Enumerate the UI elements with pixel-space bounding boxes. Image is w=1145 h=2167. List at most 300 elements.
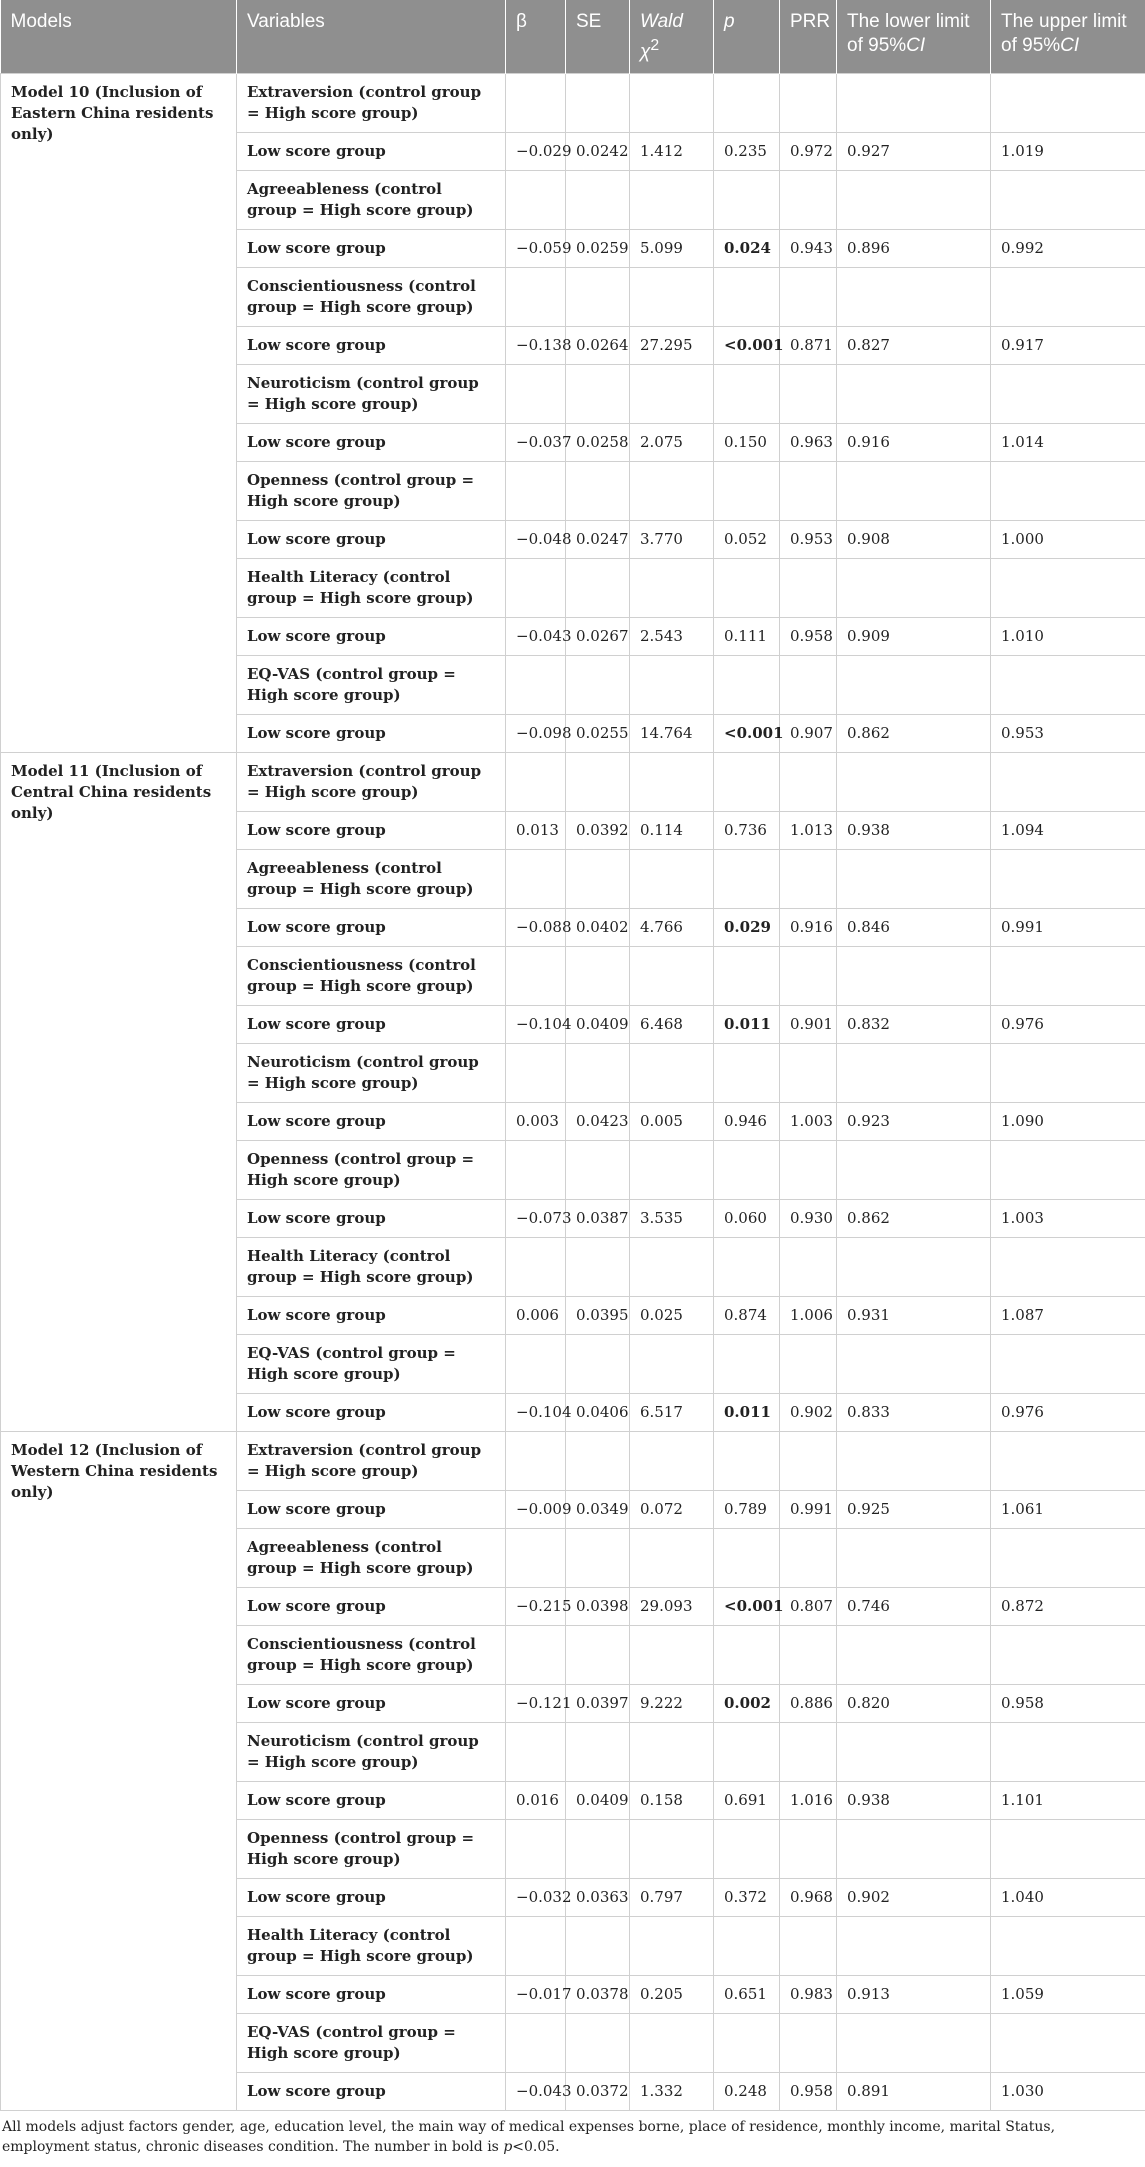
ci-upper-cell: 1.019 (991, 133, 1145, 171)
empty-cell (714, 1238, 780, 1297)
se-cell: 0.0349 (566, 1491, 630, 1529)
se-cell: 0.0242 (566, 133, 630, 171)
empty-cell (630, 1432, 714, 1491)
variable-row (1, 74, 1145, 133)
model-name: Model 10 (Inclusion of Eastern China residents only) (1, 74, 237, 753)
header-wald-label: Wald (640, 11, 683, 32)
beta-cell: −0.104 (506, 1394, 566, 1432)
beta-cell: 0.013 (506, 812, 566, 850)
empty-cell (780, 462, 837, 521)
wald-cell: 5.099 (630, 230, 714, 268)
empty-cell (714, 753, 780, 812)
wald-cell: 6.517 (630, 1394, 714, 1432)
empty-cell (630, 656, 714, 715)
low-score-label: Low score group (237, 812, 506, 850)
ci-lower-cell: 0.925 (837, 1491, 991, 1529)
empty-cell (506, 656, 566, 715)
wald-cell: 14.764 (630, 715, 714, 753)
variable-row (1, 753, 1145, 812)
beta-cell: −0.098 (506, 715, 566, 753)
empty-cell (506, 268, 566, 327)
ci-lower-cell: 0.862 (837, 1200, 991, 1238)
p-value-cell: 0.011 (714, 1006, 780, 1044)
variable-name: EQ-VAS (control group = High score group) (237, 2014, 506, 2073)
empty-cell (991, 268, 1145, 327)
ci-lower-cell: 0.820 (837, 1685, 991, 1723)
empty-cell (837, 1238, 991, 1297)
wald-cell: 3.535 (630, 1200, 714, 1238)
empty-cell (630, 1335, 714, 1394)
model-name: Model 11 (Inclusion of Central China residents only) (1, 753, 237, 1432)
ci-lower-cell: 0.827 (837, 327, 991, 365)
empty-cell (630, 462, 714, 521)
wald-cell: 1.332 (630, 2073, 714, 2111)
empty-cell (837, 559, 991, 618)
model-name: Model 12 (Inclusion of Western China residents only) (1, 1432, 237, 2111)
beta-cell: −0.121 (506, 1685, 566, 1723)
p-value-cell: <0.001 (714, 327, 780, 365)
variable-name: Health Literacy (control group = High score group) (237, 1238, 506, 1297)
empty-cell (780, 1432, 837, 1491)
prr-cell: 0.953 (780, 521, 837, 559)
ci-lower-cell: 0.909 (837, 618, 991, 656)
empty-cell (991, 365, 1145, 424)
se-cell: 0.0387 (566, 1200, 630, 1238)
prr-cell: 0.930 (780, 1200, 837, 1238)
beta-cell: −0.037 (506, 424, 566, 462)
empty-cell (714, 1335, 780, 1394)
empty-cell (780, 1723, 837, 1782)
ci-upper-cell: 0.958 (991, 1685, 1145, 1723)
ci-upper-cell: 1.014 (991, 424, 1145, 462)
p-value-cell: 0.029 (714, 909, 780, 947)
p-value-cell: 0.946 (714, 1103, 780, 1141)
empty-cell (630, 753, 714, 812)
empty-cell (991, 74, 1145, 133)
empty-cell (506, 171, 566, 230)
variable-name: Extraversion (control group = High score group) (237, 753, 506, 812)
empty-cell (991, 1723, 1145, 1782)
wald-cell: 0.797 (630, 1879, 714, 1917)
empty-cell (780, 1141, 837, 1200)
empty-cell (630, 171, 714, 230)
empty-cell (780, 1917, 837, 1976)
se-cell: 0.0372 (566, 2073, 630, 2111)
header-row (1, 0, 1145, 74)
beta-cell: −0.215 (506, 1588, 566, 1626)
variable-name: Agreeableness (control group = High score group) (237, 1529, 506, 1588)
prr-cell: 1.016 (780, 1782, 837, 1820)
ci-lower-cell: 0.923 (837, 1103, 991, 1141)
empty-cell (714, 1820, 780, 1879)
table-body (1, 74, 1145, 2111)
low-score-label: Low score group (237, 133, 506, 171)
empty-cell (566, 1626, 630, 1685)
ci-lower-cell: 0.908 (837, 521, 991, 559)
prr-cell: 0.958 (780, 2073, 837, 2111)
p-value-cell: 0.874 (714, 1297, 780, 1335)
p-value-cell: 0.052 (714, 521, 780, 559)
low-score-label: Low score group (237, 618, 506, 656)
empty-cell (566, 1723, 630, 1782)
variable-name: Agreeableness (control group = High score group) (237, 850, 506, 909)
empty-cell (630, 74, 714, 133)
empty-cell (837, 1044, 991, 1103)
beta-cell: 0.003 (506, 1103, 566, 1141)
se-cell: 0.0423 (566, 1103, 630, 1141)
empty-cell (714, 656, 780, 715)
ci-upper-cell: 0.976 (991, 1394, 1145, 1432)
p-value-cell: 0.111 (714, 618, 780, 656)
low-score-label: Low score group (237, 521, 506, 559)
empty-cell (630, 268, 714, 327)
low-score-label: Low score group (237, 1103, 506, 1141)
ci-lower-cell: 0.833 (837, 1394, 991, 1432)
prr-cell: 0.958 (780, 618, 837, 656)
empty-cell (506, 1238, 566, 1297)
empty-cell (837, 1917, 991, 1976)
wald-cell: 27.295 (630, 327, 714, 365)
wald-cell: 4.766 (630, 909, 714, 947)
se-cell: 0.0409 (566, 1006, 630, 1044)
header-models: Models (1, 0, 237, 74)
beta-cell: −0.043 (506, 2073, 566, 2111)
low-score-label: Low score group (237, 230, 506, 268)
empty-cell (991, 850, 1145, 909)
empty-cell (714, 2014, 780, 2073)
header-lower-label: The lower limit of 95% (847, 11, 970, 56)
se-cell: 0.0402 (566, 909, 630, 947)
low-score-label: Low score group (237, 1491, 506, 1529)
ci-lower-cell: 0.938 (837, 1782, 991, 1820)
variable-name: Extraversion (control group = High score group) (237, 1432, 506, 1491)
prr-cell: 0.902 (780, 1394, 837, 1432)
se-cell: 0.0392 (566, 812, 630, 850)
prr-cell: 0.901 (780, 1006, 837, 1044)
low-score-label: Low score group (237, 2073, 506, 2111)
low-score-label: Low score group (237, 1685, 506, 1723)
empty-cell (991, 1141, 1145, 1200)
empty-cell (506, 1529, 566, 1588)
ci-lower-cell: 0.902 (837, 1879, 991, 1917)
empty-cell (780, 753, 837, 812)
empty-cell (630, 1820, 714, 1879)
ci-upper-cell: 1.061 (991, 1491, 1145, 1529)
empty-cell (837, 74, 991, 133)
empty-cell (837, 268, 991, 327)
empty-cell (837, 1432, 991, 1491)
wald-cell: 9.222 (630, 1685, 714, 1723)
empty-cell (991, 559, 1145, 618)
empty-cell (714, 1723, 780, 1782)
empty-cell (780, 1820, 837, 1879)
variable-name: EQ-VAS (control group = High score group) (237, 656, 506, 715)
empty-cell (506, 753, 566, 812)
header-upper (991, 0, 1145, 74)
empty-cell (506, 1141, 566, 1200)
prr-cell: 0.916 (780, 909, 837, 947)
empty-cell (991, 1432, 1145, 1491)
beta-cell: −0.088 (506, 909, 566, 947)
empty-cell (566, 2014, 630, 2073)
prr-cell: 0.991 (780, 1491, 837, 1529)
empty-cell (630, 1723, 714, 1782)
se-cell: 0.0363 (566, 1879, 630, 1917)
header-upper-label: The upper limit of 95% (1001, 11, 1127, 56)
se-cell: 0.0378 (566, 1976, 630, 2014)
wald-cell: 29.093 (630, 1588, 714, 1626)
beta-cell: −0.032 (506, 1879, 566, 1917)
empty-cell (714, 947, 780, 1006)
beta-cell: 0.016 (506, 1782, 566, 1820)
beta-cell: −0.138 (506, 327, 566, 365)
empty-cell (991, 171, 1145, 230)
empty-cell (506, 1335, 566, 1394)
ci-lower-cell: 0.916 (837, 424, 991, 462)
ci-lower-cell: 0.913 (837, 1976, 991, 2014)
beta-cell: −0.104 (506, 1006, 566, 1044)
empty-cell (566, 947, 630, 1006)
empty-cell (991, 656, 1145, 715)
empty-cell (630, 947, 714, 1006)
low-score-label: Low score group (237, 1394, 506, 1432)
empty-cell (566, 74, 630, 133)
ci-upper-cell: 0.992 (991, 230, 1145, 268)
p-value-cell: 0.011 (714, 1394, 780, 1432)
variable-name: Conscientiousness (control group = High score group) (237, 1626, 506, 1685)
p-value-cell: 0.651 (714, 1976, 780, 2014)
empty-cell (566, 1335, 630, 1394)
wald-cell: 1.412 (630, 133, 714, 171)
header-lower (837, 0, 991, 74)
ci-lower-cell: 0.931 (837, 1297, 991, 1335)
p-value-cell: <0.001 (714, 1588, 780, 1626)
ci-upper-cell: 1.010 (991, 618, 1145, 656)
p-value-cell: 0.024 (714, 230, 780, 268)
empty-cell (506, 559, 566, 618)
p-value-cell: 0.372 (714, 1879, 780, 1917)
wald-cell: 2.075 (630, 424, 714, 462)
empty-cell (837, 462, 991, 521)
ci-upper-cell: 0.953 (991, 715, 1145, 753)
empty-cell (780, 268, 837, 327)
header-variables: Variables (237, 0, 506, 74)
ci-lower-cell: 0.927 (837, 133, 991, 171)
p-value-cell: 0.235 (714, 133, 780, 171)
p-value-cell: 0.060 (714, 1200, 780, 1238)
empty-cell (991, 2014, 1145, 2073)
empty-cell (837, 171, 991, 230)
prr-cell: 0.907 (780, 715, 837, 753)
beta-cell: −0.059 (506, 230, 566, 268)
se-cell: 0.0255 (566, 715, 630, 753)
empty-cell (780, 365, 837, 424)
empty-cell (506, 365, 566, 424)
empty-cell (506, 947, 566, 1006)
empty-cell (991, 1238, 1145, 1297)
empty-cell (566, 1820, 630, 1879)
ci-lower-cell: 0.746 (837, 1588, 991, 1626)
empty-cell (837, 1820, 991, 1879)
empty-cell (630, 1238, 714, 1297)
empty-cell (506, 462, 566, 521)
variable-name: Openness (control group = High score group) (237, 1141, 506, 1200)
p-value-cell: 0.150 (714, 424, 780, 462)
empty-cell (714, 268, 780, 327)
se-cell: 0.0397 (566, 1685, 630, 1723)
empty-cell (991, 1820, 1145, 1879)
header-p-label: p (724, 11, 735, 32)
empty-cell (506, 850, 566, 909)
variable-name: Extraversion (control group = High score group) (237, 74, 506, 133)
empty-cell (506, 2014, 566, 2073)
empty-cell (566, 365, 630, 424)
empty-cell (630, 1529, 714, 1588)
empty-cell (837, 947, 991, 1006)
empty-cell (780, 656, 837, 715)
low-score-label: Low score group (237, 1782, 506, 1820)
wald-cell: 0.005 (630, 1103, 714, 1141)
empty-cell (991, 1917, 1145, 1976)
empty-cell (714, 74, 780, 133)
se-cell: 0.0409 (566, 1782, 630, 1820)
prr-cell: 0.807 (780, 1588, 837, 1626)
table-footnote (0, 2111, 1145, 2157)
empty-cell (566, 462, 630, 521)
empty-cell (566, 753, 630, 812)
prr-cell: 0.943 (780, 230, 837, 268)
empty-cell (566, 1141, 630, 1200)
header-beta: β (506, 0, 566, 74)
wald-cell: 6.468 (630, 1006, 714, 1044)
low-score-label: Low score group (237, 1006, 506, 1044)
empty-cell (991, 753, 1145, 812)
beta-cell: −0.009 (506, 1491, 566, 1529)
p-value-cell: 0.691 (714, 1782, 780, 1820)
header-upper-ci: CI (1060, 35, 1080, 56)
empty-cell (837, 1335, 991, 1394)
header-chi-label: χ (640, 41, 651, 63)
se-cell: 0.0395 (566, 1297, 630, 1335)
empty-cell (837, 1723, 991, 1782)
empty-cell (991, 947, 1145, 1006)
ci-lower-cell: 0.891 (837, 2073, 991, 2111)
beta-cell: −0.073 (506, 1200, 566, 1238)
ci-upper-cell: 1.000 (991, 521, 1145, 559)
ci-lower-cell: 0.896 (837, 230, 991, 268)
empty-cell (780, 850, 837, 909)
header-chi-superscript: 2 (650, 37, 660, 54)
variable-name: Conscientiousness (control group = High score group) (237, 947, 506, 1006)
empty-cell (506, 1626, 566, 1685)
empty-cell (506, 1044, 566, 1103)
se-cell: 0.0258 (566, 424, 630, 462)
low-score-label: Low score group (237, 424, 506, 462)
empty-cell (566, 850, 630, 909)
low-score-label: Low score group (237, 1200, 506, 1238)
empty-cell (630, 1141, 714, 1200)
se-cell: 0.0259 (566, 230, 630, 268)
se-cell: 0.0406 (566, 1394, 630, 1432)
variable-name: Neuroticism (control group = High score group) (237, 365, 506, 424)
empty-cell (780, 2014, 837, 2073)
variable-name: Neuroticism (control group = High score group) (237, 1044, 506, 1103)
empty-cell (566, 268, 630, 327)
empty-cell (566, 1432, 630, 1491)
wald-cell: 2.543 (630, 618, 714, 656)
empty-cell (714, 462, 780, 521)
empty-cell (837, 753, 991, 812)
empty-cell (506, 1820, 566, 1879)
ci-lower-cell: 0.938 (837, 812, 991, 850)
empty-cell (780, 1238, 837, 1297)
ci-upper-cell: 0.872 (991, 1588, 1145, 1626)
low-score-label: Low score group (237, 1976, 506, 2014)
variable-row (1, 1432, 1145, 1491)
empty-cell (991, 1044, 1145, 1103)
empty-cell (506, 74, 566, 133)
ci-upper-cell: 1.003 (991, 1200, 1145, 1238)
wald-cell: 0.158 (630, 1782, 714, 1820)
empty-cell (837, 850, 991, 909)
empty-cell (991, 1335, 1145, 1394)
variable-name: Agreeableness (control group = High score group) (237, 171, 506, 230)
variable-name: Health Literacy (control group = High score group) (237, 559, 506, 618)
se-cell: 0.0264 (566, 327, 630, 365)
empty-cell (837, 1141, 991, 1200)
empty-cell (714, 1432, 780, 1491)
ci-upper-cell: 1.094 (991, 812, 1145, 850)
empty-cell (780, 947, 837, 1006)
empty-cell (630, 1626, 714, 1685)
prr-cell: 0.972 (780, 133, 837, 171)
low-score-label: Low score group (237, 909, 506, 947)
ci-upper-cell: 1.090 (991, 1103, 1145, 1141)
prr-cell: 0.886 (780, 1685, 837, 1723)
empty-cell (506, 1432, 566, 1491)
variable-name: EQ-VAS (control group = High score group) (237, 1335, 506, 1394)
variable-name: Neuroticism (control group = High score group) (237, 1723, 506, 1782)
p-value-cell: 0.789 (714, 1491, 780, 1529)
empty-cell (566, 559, 630, 618)
empty-cell (630, 559, 714, 618)
empty-cell (714, 1626, 780, 1685)
p-value-cell: 0.002 (714, 1685, 780, 1723)
wald-cell: 3.770 (630, 521, 714, 559)
header-p (714, 0, 780, 74)
footnote-p: p (503, 2139, 513, 2156)
se-cell: 0.0398 (566, 1588, 630, 1626)
ci-upper-cell: 1.030 (991, 2073, 1145, 2111)
empty-cell (991, 1626, 1145, 1685)
empty-cell (714, 1141, 780, 1200)
p-value-cell: 0.736 (714, 812, 780, 850)
empty-cell (837, 1529, 991, 1588)
variable-name: Openness (control group = High score group) (237, 462, 506, 521)
empty-cell (714, 171, 780, 230)
empty-cell (837, 2014, 991, 2073)
empty-cell (714, 559, 780, 618)
se-cell: 0.0267 (566, 618, 630, 656)
empty-cell (714, 850, 780, 909)
prr-cell: 0.983 (780, 1976, 837, 2014)
empty-cell (566, 1529, 630, 1588)
p-value-cell: <0.001 (714, 715, 780, 753)
empty-cell (566, 656, 630, 715)
empty-cell (780, 171, 837, 230)
ci-upper-cell: 0.917 (991, 327, 1145, 365)
prr-cell: 1.003 (780, 1103, 837, 1141)
